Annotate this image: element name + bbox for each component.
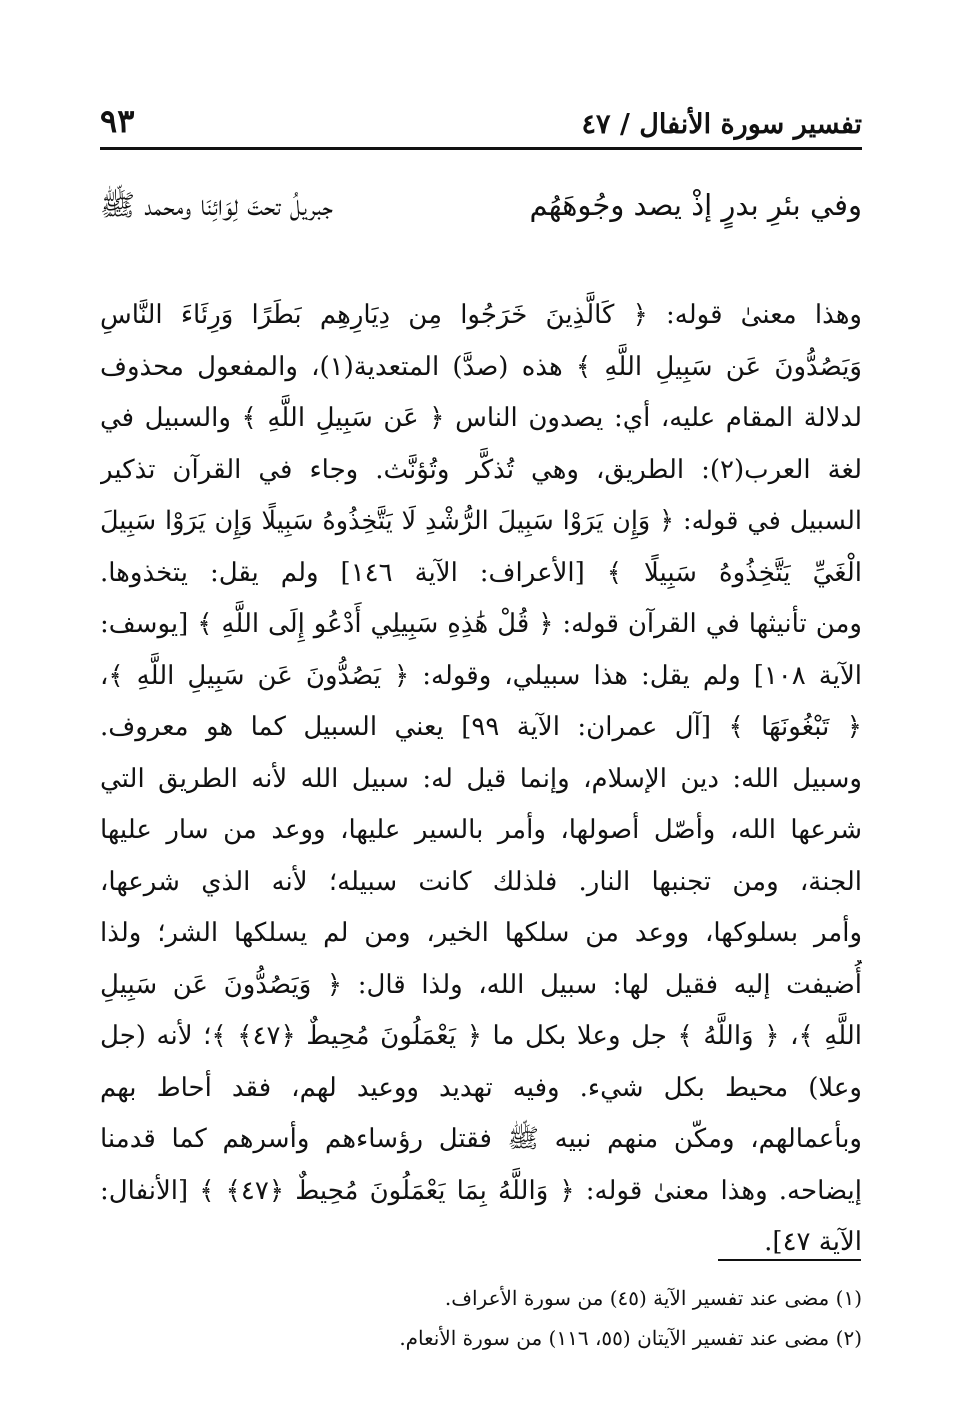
running-head (100, 92, 862, 140)
body-line: وهذا معنىٰ قوله: ﴿ كَالَّذِينَ خَرَجُوا مِن دِيَارِهِم بَطَرًا وَرِئَاءَ النَّاسِ (100, 300, 862, 330)
footnotes (100, 1278, 862, 1358)
body-text (100, 290, 862, 1269)
verse-right-hemistich: وفي بئرِ بدرٍ إذْ يصد وجُوهَهُم (529, 188, 862, 222)
body-line: وسبيل الله: دين الإسلام، وإنما قيل له: سبيل الله لأنه الطريق التي (100, 763, 862, 794)
body-line: وأمر بسلوكها، ووعد من سلكها الخير، ومن لم يسلكها الشر؛ ولذا (100, 918, 862, 948)
body-line: شرعها الله، وأصّل أصولها، وأمر بالسير عليها، ووعد من سار عليها (100, 815, 862, 845)
body-line: وعلا) محيط بكل شيء. وفيه تهديد ووعيد لهم، فقد أحاط بهم (100, 1072, 862, 1103)
body-line: الجنة، ومن تجنبها النار. فلذلك كانت سبيله؛ لأنه الذي شرعها، (100, 866, 862, 897)
chapter-title: تفسير سورة الأنفال / ٤٧ (581, 109, 862, 140)
body-line: الآية ٤٧]. (764, 1227, 862, 1257)
body-line: إيضاحه. وهذا معنىٰ قوله: ﴿ وَاللَّهُ بِمَا يَعْمَلُونَ مُحِيطٌ ﴿٤٧﴾ ﴾ [الأنفال: (100, 1175, 862, 1206)
body-line: الآية ١٠٨] ولم يقل: هذا سبيلي، وقوله: ﴿ يَصُدُّونَ عَن سَبِيلِ اللَّهِ ﴾، (100, 660, 862, 691)
body-line: وَيَصُدُّونَ عَن سَبِيلِ اللَّهِ ﴾ هذه (صدَّ) المتعدية(١)، والمفعول محذوف (100, 351, 862, 382)
poetry-verse (100, 180, 862, 230)
body-line: لغة العرب(٢): الطريق، وهي تُذكَّر وتُؤنَّث. وجاء في القرآن تذكير (100, 454, 862, 485)
body-line: اللَّهِ ﴾، ﴿ وَاللَّهُ ﴾ جل وعلا بكل ما ﴿ يَعْمَلُونَ مُحِيطٌ ﴿٤٧﴾ ﴾؛ لأنه (جل (100, 1021, 862, 1051)
body-line: لدلالة المقام عليه، أي: يصدون الناس ﴿ عَن سَبِيلِ اللَّهِ ﴾ والسبيل في (100, 403, 862, 433)
footnote-separator (718, 1259, 861, 1261)
body-line: ومن تأنيثها في القرآن قوله: ﴿ قُلْ هَٰذِهِ سَبِيلِي أَدْعُو إِلَى اللَّهِ ﴾ [يوسف: (100, 609, 862, 639)
page-number: ٩٣ (100, 102, 135, 140)
body-line: السبيل في قوله: ﴿ وَإِن يَرَوْا سَبِيلَ الرُّشْدِ لَا يَتَّخِذُوهُ سَبِيلًا وَإِن يَرَوْا سَبِيلَ (100, 506, 862, 536)
verse-left-hemistich: جبريلُ تحتَ لِوَائِنَا ومحمد ﷺ (100, 188, 334, 222)
footnote-1: (١) مضى عند تفسير الآية (٤٥) من سورة الأعراف. (444, 1286, 862, 1310)
body-line: الْغَيِّ يَتَّخِذُوهُ سَبِيلًا ﴾ [الأعراف: الآية ١٤٦] ولم يقل: يتخذوها. (100, 557, 862, 588)
body-line: أُضيفت إليه فقيل لها: سبيل الله، ولذا قال: ﴿ وَيَصُدُّونَ عَن سَبِيلِ (100, 969, 862, 1000)
header-rule (100, 147, 862, 150)
body-line: ﴿ تَبْغُونَهَا ﴾ [آل عمران: الآية ٩٩] يعني السبيل كما هو معروف. (100, 712, 862, 742)
footnote-2: (٢) مضى عند تفسير الآيتان (٥٥، ١١٦) من سورة الأنعام. (399, 1326, 862, 1350)
body-line: وبأعمالهم، ومكّن منهم نبيه ﷺ فقتل رؤساءهم وأسرهم كما قدمنا (100, 1124, 862, 1154)
